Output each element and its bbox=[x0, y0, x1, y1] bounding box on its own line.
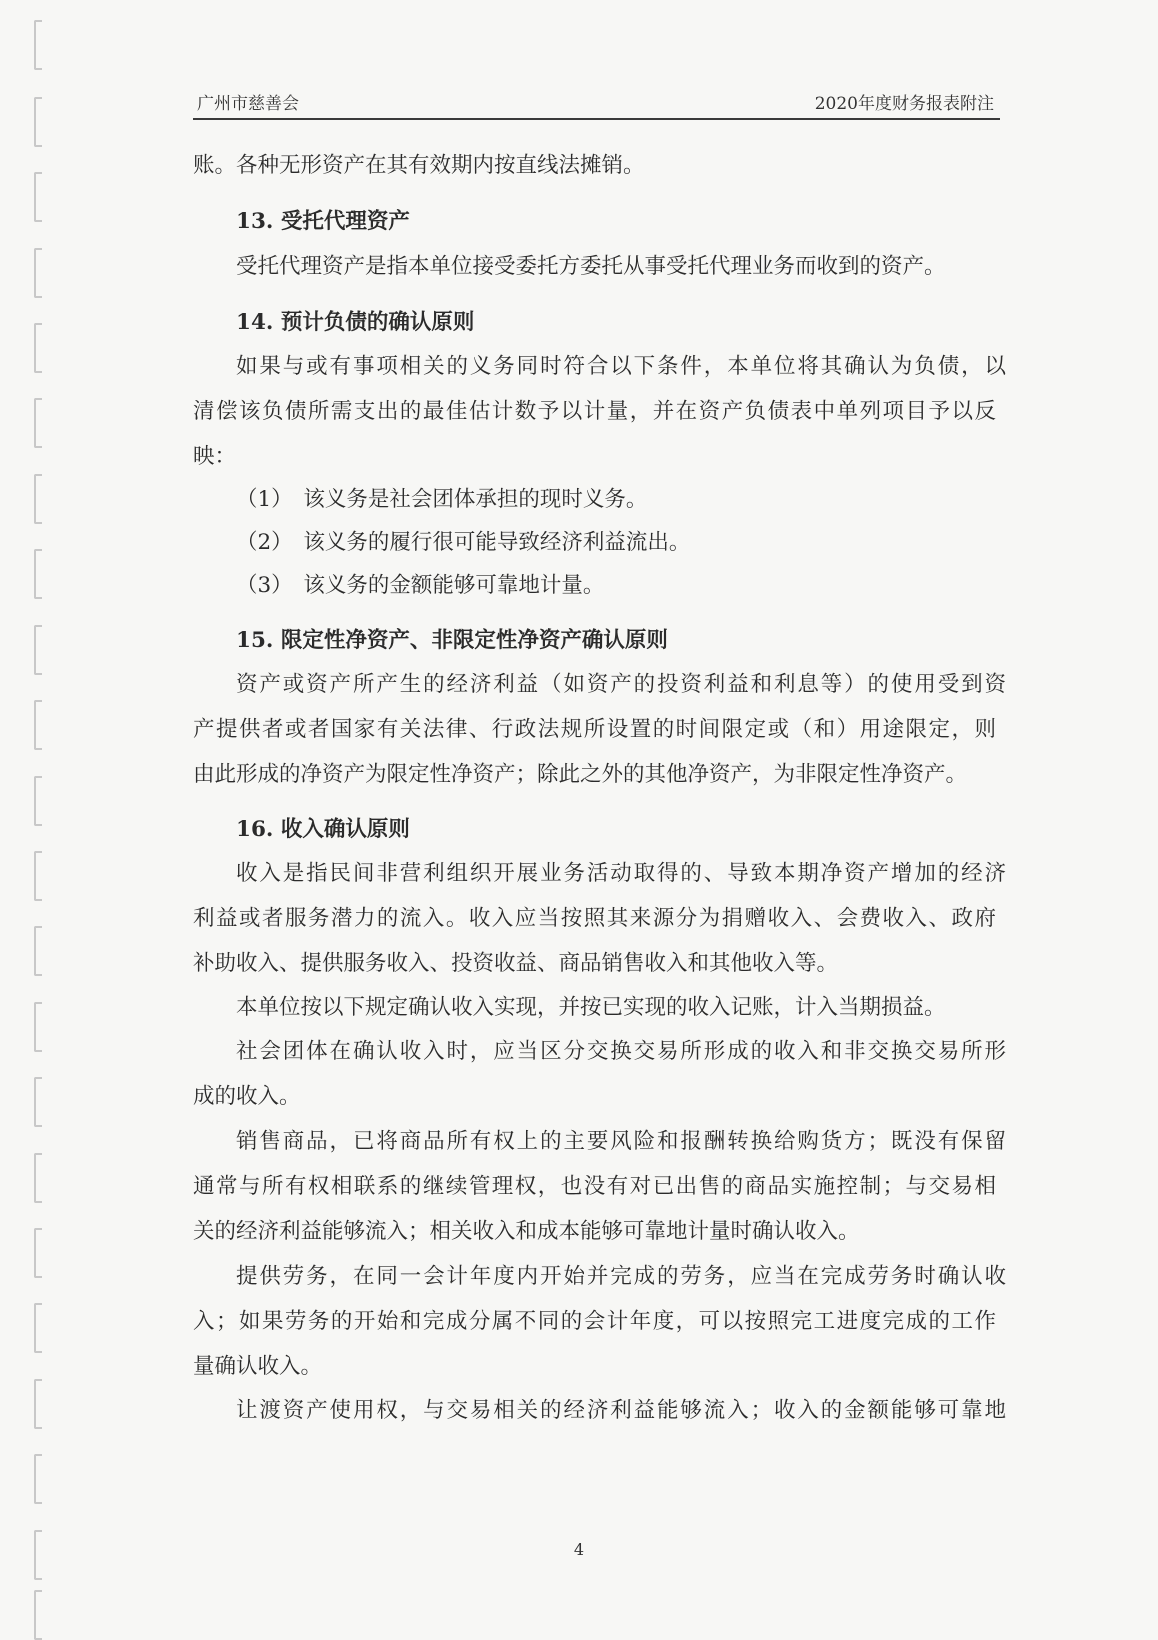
paragraph-line: 清偿该负债所需支出的最佳估计数予以计量，并在资产负债表中单列项目予以反 bbox=[193, 399, 996, 424]
paragraph-line: 提供劳务，在同一会计年度内开始并完成的劳务，应当在完成劳务时确认收 bbox=[236, 1264, 1006, 1289]
section-heading: 13. 受托代理资产 bbox=[236, 209, 410, 234]
binding-slot bbox=[34, 1303, 42, 1353]
paragraph-line: 销售商品，已将商品所有权上的主要风险和报酬转换给购货方；既没有保留 bbox=[236, 1129, 1006, 1154]
list-item: （2） 该义务的履行很可能导致经济利益流出。 bbox=[236, 530, 691, 555]
binding-slot bbox=[34, 1379, 42, 1429]
binding-slot bbox=[34, 776, 42, 826]
paragraph-line: 量确认收入。 bbox=[193, 1354, 323, 1379]
paragraph-line: 如果与或有事项相关的义务同时符合以下条件，本单位将其确认为负债，以 bbox=[236, 354, 1006, 379]
paragraph-line: 由此形成的净资产为限定性净资产；除此之外的其他净资产，为非限定性净资产。 bbox=[193, 762, 968, 787]
binding-slot bbox=[34, 1454, 42, 1504]
binding-slot bbox=[34, 97, 42, 147]
paragraph-line: 资产或资产所产生的经济利益（如资产的投资利益和利息等）的使用受到资 bbox=[236, 672, 1006, 697]
binding-slot bbox=[34, 1153, 42, 1203]
paragraph-line: 关的经济利益能够流入；相关收入和成本能够可靠地计量时确认收入。 bbox=[193, 1219, 860, 1244]
binding-slot bbox=[34, 248, 42, 298]
binding-slot bbox=[34, 1590, 42, 1640]
paragraph-line: 收入是指民间非营利组织开展业务活动取得的、导致本期净资产增加的经济 bbox=[236, 861, 1006, 886]
paragraph-line: 社会团体在确认收入时，应当区分交换交易所形成的收入和非交换交易所形 bbox=[236, 1039, 1006, 1064]
paragraph-line: 补助收入、提供服务收入、投资收益、商品销售收入和其他收入等。 bbox=[193, 951, 839, 976]
paragraph-line: 产提供者或者国家有关法律、行政法规所设置的时间限定或（和）用途限定，则 bbox=[193, 717, 996, 742]
paragraph-line: 本单位按以下规定确认收入实现，并按已实现的收入记账，计入当期损益。 bbox=[236, 995, 946, 1020]
page-number: 4 bbox=[573, 1540, 585, 1559]
paragraph-line: 账。各种无形资产在其有效期内按直线法摊销。 bbox=[193, 153, 645, 178]
binding-slot bbox=[34, 20, 42, 70]
section-heading: 14. 预计负债的确认原则 bbox=[236, 310, 475, 335]
paragraph-line: 通常与所有权相联系的继续管理权，也没有对已出售的商品实施控制；与交易相 bbox=[193, 1174, 996, 1199]
binding-slot bbox=[34, 549, 42, 599]
paragraph-line: 映： bbox=[193, 444, 237, 469]
page-header bbox=[193, 88, 1000, 120]
binding-slot bbox=[34, 398, 42, 448]
binding-slot bbox=[34, 172, 42, 222]
header-org: 广州市慈善会 bbox=[197, 94, 299, 114]
binding-slot bbox=[34, 474, 42, 524]
list-item: （3） 该义务的金额能够可靠地计量。 bbox=[236, 573, 605, 598]
binding-slot bbox=[34, 323, 42, 373]
header-title: 2020年度财务报表附注 bbox=[814, 94, 994, 114]
list-item: （1） 该义务是社会团体承担的现时义务。 bbox=[236, 487, 648, 512]
paragraph-line: 入；如果劳务的开始和完成分属不同的会计年度，可以按照完工进度完成的工作 bbox=[193, 1309, 996, 1334]
binding-slot bbox=[34, 700, 42, 750]
paragraph-line: 成的收入。 bbox=[193, 1084, 301, 1109]
binding-slot bbox=[34, 1228, 42, 1278]
paragraph-line: 利益或者服务潜力的流入。收入应当按照其来源分为捐赠收入、会费收入、政府 bbox=[193, 906, 996, 931]
binding-slot bbox=[34, 926, 42, 976]
section-heading: 16. 收入确认原则 bbox=[236, 817, 410, 842]
binding-slot bbox=[34, 1077, 42, 1127]
binding-margin bbox=[28, 0, 48, 1637]
paragraph-line: 让渡资产使用权，与交易相关的经济利益能够流入；收入的金额能够可靠地 bbox=[236, 1398, 1006, 1423]
binding-slot bbox=[34, 851, 42, 901]
paragraph-line: 受托代理资产是指本单位接受委托方委托从事受托代理业务而收到的资产。 bbox=[236, 254, 946, 279]
binding-slot bbox=[34, 1002, 42, 1052]
binding-slot bbox=[34, 625, 42, 675]
section-heading: 15. 限定性净资产、非限定性净资产确认原则 bbox=[236, 628, 668, 653]
